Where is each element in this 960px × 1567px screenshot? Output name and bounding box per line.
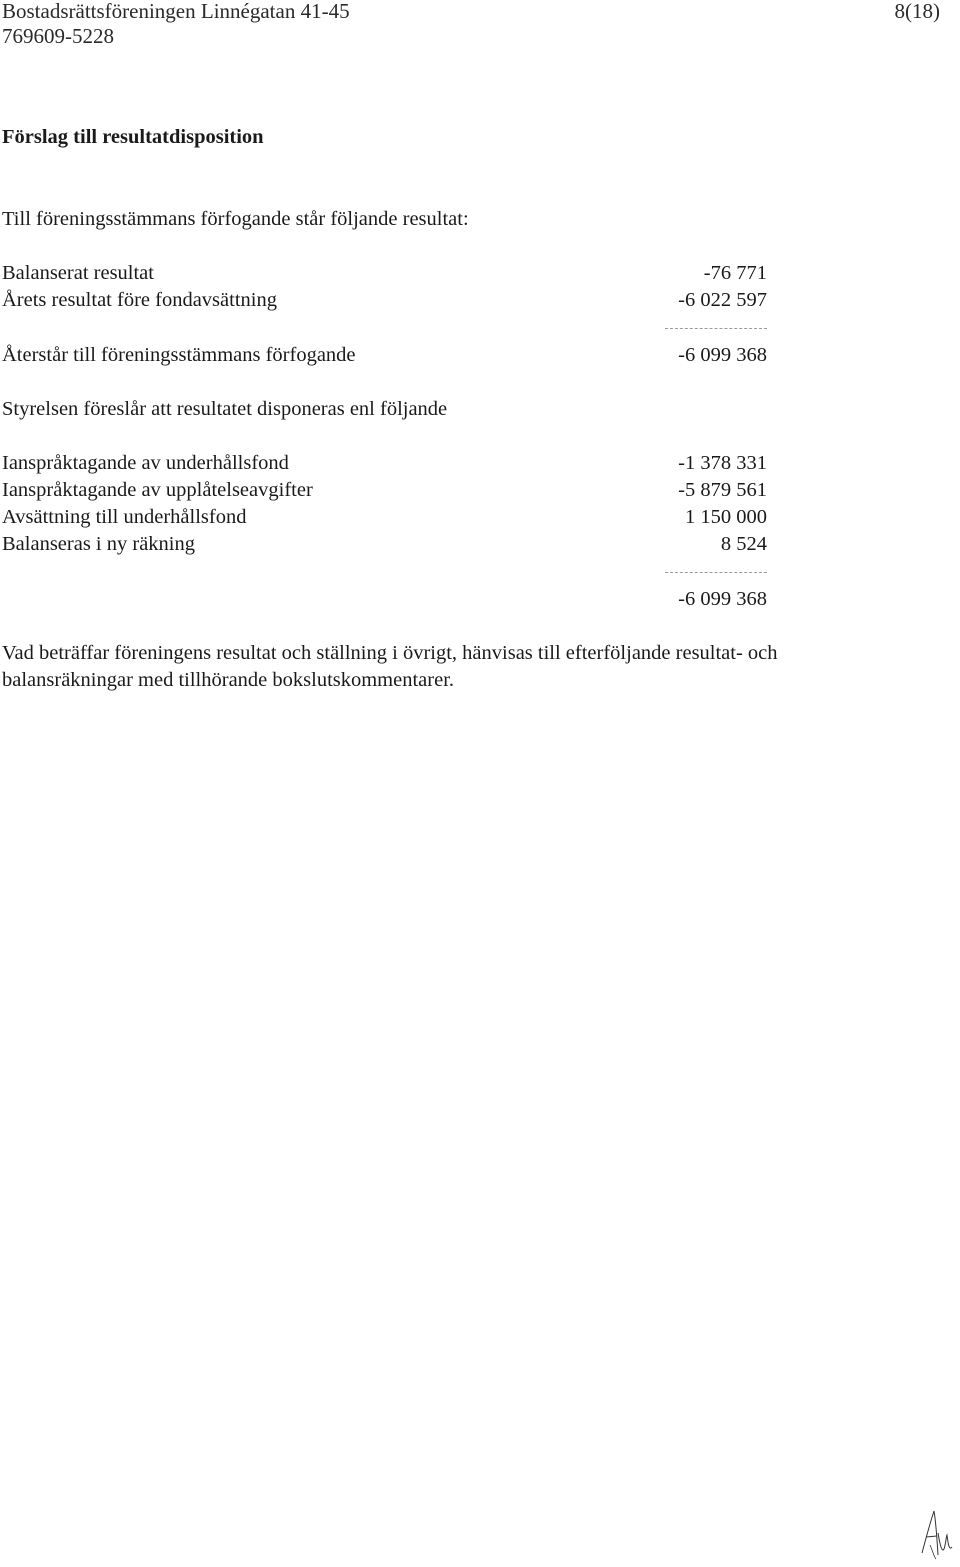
proposal-intro: Styrelsen föreslår att resultatet disponeras enl följande (2, 398, 448, 420)
result-total-value: -6 099 368 (678, 344, 767, 366)
proposal-value-balanseras: 8 524 (720, 533, 767, 555)
result-label-arets: Årets resultat före fondavsättning (2, 289, 277, 311)
proposal-label-upplatelseavgifter: Ianspråktagande av upplåtelseavgifter (2, 479, 313, 501)
proposal-label-underhallsfond: Ianspråktagande av underhållsfond (2, 452, 289, 474)
proposal-sum-divider (665, 572, 767, 573)
page-number: 8(18) (894, 0, 940, 23)
proposal-total-value: -6 099 368 (678, 588, 767, 610)
signature-initials (916, 1503, 956, 1563)
sum-divider (665, 328, 767, 329)
page-title: Förslag till resultatdisposition (2, 126, 264, 148)
organization-number: 769609-5228 (2, 24, 114, 48)
proposal-label-avsattning: Avsättning till underhållsfond (2, 506, 247, 528)
result-value-arets: -6 022 597 (678, 289, 767, 311)
result-total-label: Återstår till föreningsstämmans förfogande (2, 344, 356, 366)
proposal-label-balanseras: Balanseras i ny räkning (2, 533, 195, 555)
closing-line-2: balansräkningar med tillhörande bokslutskommentarer. (2, 669, 455, 691)
result-value-balanserat: -76 771 (703, 262, 767, 284)
proposal-value-avsattning: 1 150 000 (685, 506, 767, 528)
result-intro: Till föreningsstämmans förfogande står följande resultat: (2, 208, 469, 230)
proposal-value-underhallsfond: -1 378 331 (678, 452, 767, 474)
closing-line-1: Vad beträffar föreningens resultat och ställning i övrigt, hänvisas till efterföljande resultat- och (2, 642, 778, 664)
result-label-balanserat: Balanserat resultat (2, 262, 154, 284)
proposal-value-upplatelseavgifter: -5 879 561 (678, 479, 767, 501)
organization-name: Bostadsrättsföreningen Linnégatan 41-45 (2, 0, 350, 23)
